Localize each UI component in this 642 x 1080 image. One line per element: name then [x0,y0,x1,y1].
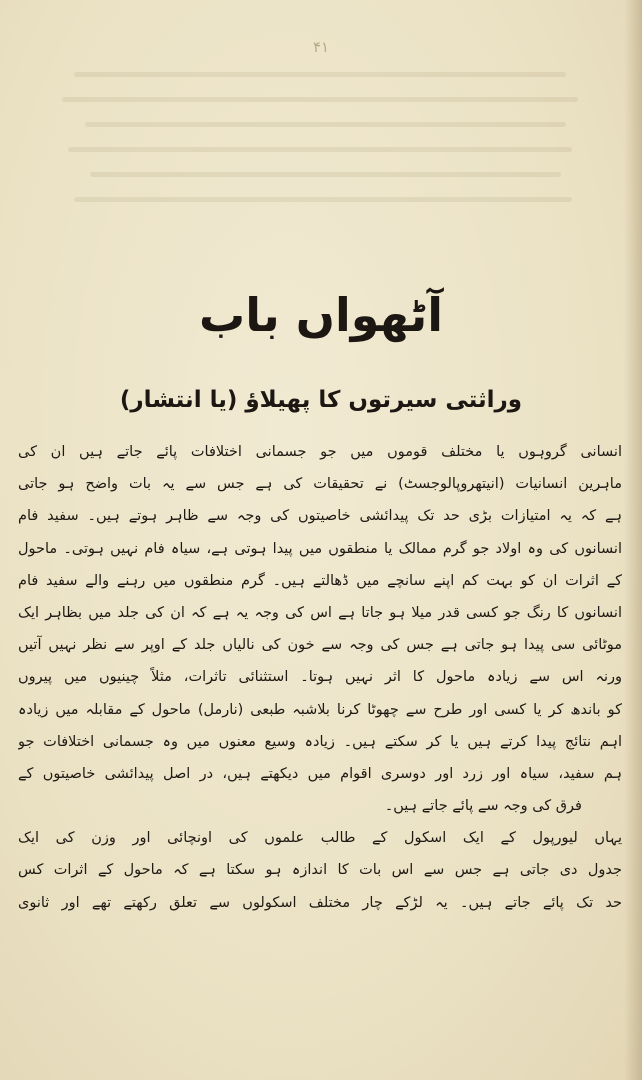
text-line: ماہرین انسانیات (انیتھروپالوجسٹ) نے تحقیقات کی ہے جس سے یہ بات واضح ہو جاتی [18,476,622,493]
ghost-line [90,172,560,177]
text-line: انسانوں کی وہ اولاد جو گرم ممالک یا منطقوں میں پیدا ہوتی ہے، سیاہ فام نہیں ہوتی۔ ماحول [18,540,622,557]
text-line: کو باندھ کر یا کسی اور طرح سے چھوٹا کرنا بلاشبہ طبعی (نارمل) ماحول کے مقابلہ میں زیادہ [18,701,622,718]
paragraph-end-line: فرق کی وجہ سے پائے جاتے ہیں۔ [384,798,582,815]
text-line: موٹائی سی پیدا ہو جاتی ہے جس کی وجہ سے خون کی نالیاں جلد کے اوپر سے نظر نہیں آتیں [18,637,622,654]
text-line: انسانوں کا رنگ جو کسی قدر میلا ہو جاتا ہے اس کی وجہ یہ ہے کہ ان کی جلد میں بظاہر ایک [18,604,622,621]
text-line: ہم سفید، سیاہ اور زرد اور دوسری اقوام میں دیکھتے ہیں، در اصل پیدائشی خاصیتوں کے [18,765,622,782]
text-line: جدول دی جاتی ہے جس سے اس بات کا اندازہ ہو سکتا ہے کہ ماحول کے اثرات کس [18,862,622,879]
text-line: حد تک پائے جاتے ہیں۔ یہ لڑکے چار مختلف اسکولوں سے تعلق رکھتے تھے اور ثانوی [18,894,622,911]
page-number: ۴۱ [312,38,330,56]
chapter-title: آٹھواں باب [198,288,444,342]
ghost-line [62,97,577,102]
body-text [18,436,622,919]
text-line: اہم نتائج پیدا کرتے ہیں یا کر سکتے ہیں۔ زیادہ وسیع معنوں میں وہ جسمانی اختلافات جو [18,733,622,750]
spine-shadow [624,0,642,1080]
ghost-line [85,122,567,127]
text-line: انسانی گروہوں یا مختلف قوموں میں جو جسمانی اختلافات پائے جاتے ہیں ان کی [18,444,622,460]
ghost-line [68,147,572,152]
chapter-subtitle: وراثتی سیرتوں کا پھیلاؤ (یا انتشار) [119,387,523,413]
text-line: ورنہ اس سے زیادہ ماحول کا اثر نہیں ہوتا۔ استثنائی تاثرات، مثلاً چینیوں میں پیروں [18,669,622,686]
text-line: یہاں لیورپول کے ایک اسکول کے طالب علموں کی اونچائی اور وزن کی ایک [18,830,622,847]
text-line: کے اثرات ان کو بہت کم اپنے سانچے میں ڈھالتے ہیں۔ گرم منطقوں میں رہنے والے سفید فام [18,572,622,589]
ghost-line [74,197,572,202]
text-line: ہے کہ یہ امتیازات بڑی حد تک پیدائشی خاصیتوں کی وجہ سے ظاہر ہوتے ہیں۔ سفید فام [18,508,622,525]
ghost-line [74,72,567,77]
